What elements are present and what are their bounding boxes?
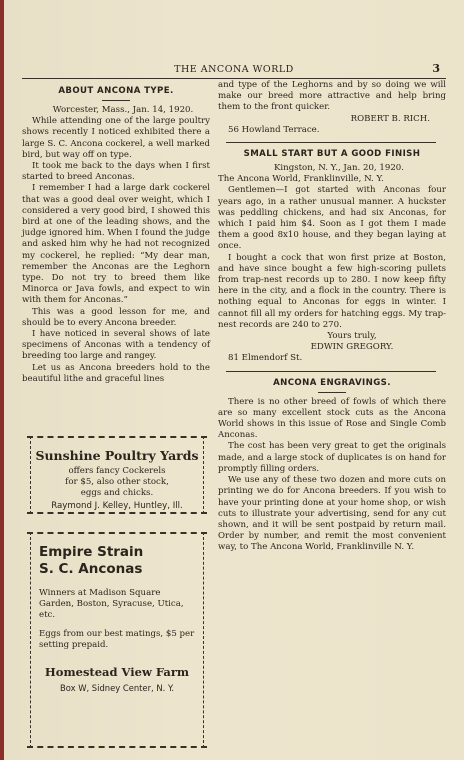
ad-footer: Box W, Sidney Center, N. Y. <box>59 683 175 693</box>
ad-text <box>31 466 203 499</box>
page-number: 3 <box>432 62 440 75</box>
advertisement-empire-strain <box>30 532 204 748</box>
ad-text: Winners at Madison Square Garden, Boston, Syracuse, Utica, etc. <box>39 588 184 620</box>
ad-text: Eggs from our best matings, $5 per setting prepaid. <box>39 629 195 650</box>
article-paragraph: Let us as Ancona breeders hold to the beautiful lithe and graceful lines <box>22 362 210 384</box>
author-signature: ROBERT B. RICH. <box>350 113 430 124</box>
article-paragraph: Gentlemen—I got started with Anconas four years ago, in a rather unusual manner. A huckster was peddling chickens, and had six Anconas, for which I paid him $4. Soon as I got them I made them a good 8x10 house, and they began laying at once. <box>218 185 446 252</box>
ad-line: eggs and chicks. <box>80 488 154 498</box>
author-address: 81 Elmendorf St. <box>228 353 303 364</box>
left-column <box>22 80 210 385</box>
article-heading-engravings: ANCONA ENGRAVINGS. <box>273 377 391 388</box>
letter-closing: Yours truly, <box>327 331 377 342</box>
ad-footer: Raymond J. Kelley, Huntley, Ill. <box>51 501 183 511</box>
article-paragraph: I remember I had a large dark cockerel that was a good deal over weight, which I considered a very good bird, I showed this bird at one of the leading shows, and the judge ignored him. When I found the judge and asked him why he had not recognized my cockerel, he replied: “My dear man, remember the Anconas are the Leghorn type. Do not try to breed them like Minorca or Java fowls, and expect to win with them for Anconas.” <box>22 183 210 306</box>
advertisement-sunshine-poultry-yards <box>30 436 204 514</box>
article-paragraph: This was a good lesson for me, and should be to every Ancona breeder. <box>22 306 210 328</box>
author-signature: EDWIN GREGORY. <box>310 342 394 353</box>
article-heading-small-start: SMALL START BUT A GOOD FINISH <box>243 149 421 160</box>
publication-title: THE ANCONA WORLD <box>174 64 294 75</box>
ad-border-bottom <box>27 746 207 748</box>
section-divider <box>226 142 436 143</box>
ad-title-line: S. C. Anconas <box>39 561 143 577</box>
article-paragraph: and type of the Leghorns and by so doing we will make our breed more attractive and help bring them to the front quicker. <box>218 80 446 113</box>
ad-title: Sunshine Poultry Yards <box>35 448 199 463</box>
ad-border-bottom <box>27 512 207 514</box>
article-dateline: Worcester, Mass., Jan. 14, 1920. <box>52 105 194 115</box>
ad-border-top <box>27 532 207 534</box>
section-divider <box>226 371 436 372</box>
article-dateline: Kingston, N. Y., Jan. 20, 1920. <box>273 163 404 174</box>
ad-border-top <box>27 436 207 438</box>
ad-title-line: Empire Strain <box>39 544 144 560</box>
author-address: 56 Howland Terrace. <box>228 124 320 135</box>
article-paragraph: We use any of these two dozen and more cuts on printing we do for Ancona breeders. If you wish to have your printing done at your home shop, or wish cuts to illustrate your advertising, send for any cut shown, and it will be sent postpaid by return mail. Order by number, and remit the most convenient way, to The Ancona World, Franklinville N. Y. <box>218 475 446 553</box>
ad-farm-name: Homestead View Farm <box>44 665 190 679</box>
article-recipient: The Ancona World, Franklinville, N. Y. <box>218 174 384 185</box>
article-paragraph: There is no other breed of fowls of which there are so many excellent stock cuts as the Ancona World shows in this issue of Rose and Single Comb Anconas. <box>218 396 446 441</box>
article-paragraph: I bought a cock that won first prize at Boston, and have since bought a few high-scoring pullets from trap-nest records up to 280. I now keep fifty here in the city, and a flock in the country. There is nothing equal to Anconas for eggs in winter. I cannot fill all my orders for hatching eggs. My trap-nest records are 240 to 270. <box>218 252 446 330</box>
right-column <box>218 80 446 554</box>
article-paragraph: The cost has been very great to get the originals made, and a large stock of duplicates is on hand for promptly filling orders. <box>218 441 446 474</box>
heading-rule <box>102 100 130 101</box>
heading-rule <box>318 392 346 393</box>
ad-title <box>39 544 203 578</box>
ad-line: offers fancy Cockerels <box>68 466 166 476</box>
article-paragraph: It took me back to the days when I first started to breed Anconas. <box>22 161 210 183</box>
article-paragraph: While attending one of the large poultry shows recently I noticed exhibited there a large S. C. Ancona cockerel, a well marked bird, but way off on type. <box>22 116 210 160</box>
article-heading-ancona-type: ABOUT ANCONA TYPE. <box>58 86 174 96</box>
article-paragraph: I have noticed in several shows of late specimens of Anconas with a tendency of breeding too large and rangey. <box>22 329 210 362</box>
page-header <box>22 64 446 79</box>
ad-line: for $5, also other stock, <box>65 477 169 487</box>
